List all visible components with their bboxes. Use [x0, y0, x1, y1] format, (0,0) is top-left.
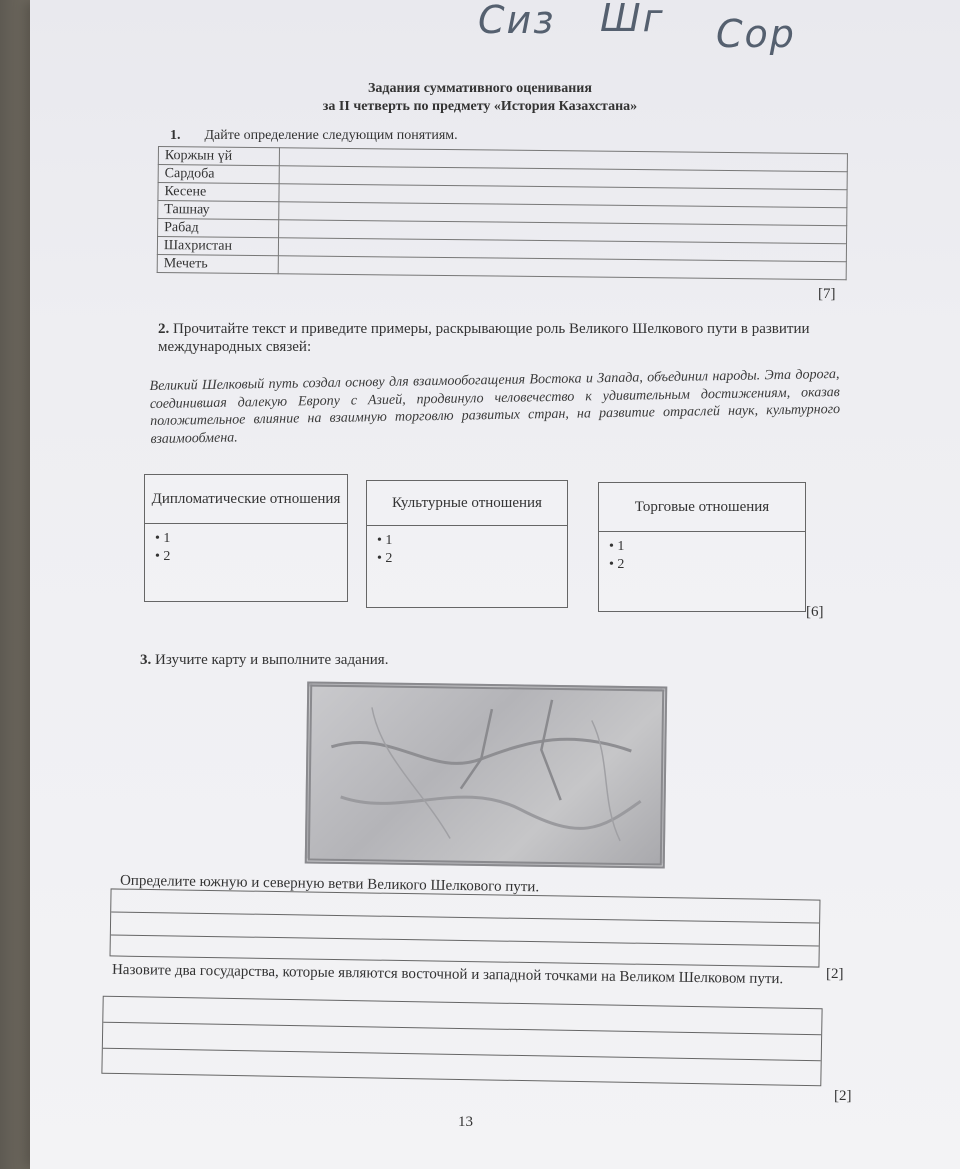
term-cell: Кесене [158, 183, 279, 202]
term-cell: Мечеть [157, 254, 278, 273]
task3-question-1: Определите южную и северную ветви Великого Шелкового пути. [119, 872, 540, 896]
list-item[interactable]: • 2 [155, 549, 171, 564]
task3-q1-score: [2] [826, 966, 844, 982]
list-item[interactable]: • 1 [609, 539, 625, 554]
handwriting-3: Сор [716, 12, 796, 56]
list-item[interactable]: • 2 [609, 557, 625, 572]
page-number: 13 [458, 1114, 473, 1130]
task1-score: [7] [818, 286, 836, 302]
task3-number: 3. [140, 652, 152, 668]
box-cultural [366, 480, 568, 608]
task2-quote: Великий Шелковый путь создал основу для взаимообогащения Востока и Запада, объединил народы. Эта дорога, соединившая далекую Европу с Азией, продвинуло человечество к удивительным достижениям, оказав положительное влияние на взаимную торговлю развитых стран, на развитие отраслей наук, культурного взаимообмена. [149, 366, 841, 447]
answer-lines-1[interactable] [110, 888, 821, 967]
map-routes-illustration [310, 687, 652, 854]
term-cell: Шахристан [157, 237, 278, 256]
term-cell: Сардоба [158, 165, 279, 184]
task1-prompt: Дайте определение следующим понятиям. [204, 128, 458, 143]
page-title [240, 80, 720, 116]
silk-road-map-image [305, 681, 668, 868]
task2-score: [6] [806, 604, 824, 620]
title-line-2: за II четверть по предмету «История Казахстана» [322, 99, 638, 114]
bullet-list [599, 538, 805, 574]
task1-heading [170, 128, 458, 144]
task3-prompt: Изучите карту и выполните задания. [155, 652, 389, 668]
task3-q2-score: [2] [834, 1088, 852, 1104]
list-item[interactable]: • 2 [377, 551, 393, 566]
box-title: Дипломатические отношения [145, 475, 347, 524]
bullet-list [145, 530, 347, 566]
box-trade [598, 482, 806, 612]
handwriting-2: Шг [600, 0, 665, 40]
bullet-list [367, 532, 567, 568]
box-title: Торговые отношения [599, 483, 805, 532]
term-cell: Рабад [158, 219, 279, 238]
list-item[interactable]: • 1 [377, 533, 393, 548]
box-diplomatic [144, 474, 348, 602]
task2-prompt: Прочитайте текст и приведите примеры, раскрывающие роль Великого Шелкового пути в развитии международных связей: [158, 321, 810, 355]
task3-heading [140, 652, 388, 669]
handwriting-1: Сиз [478, 0, 556, 42]
term-cell: Коржын үй [158, 147, 279, 166]
box-title: Культурные отношения [367, 481, 567, 526]
answer-lines-2[interactable] [101, 996, 822, 1087]
task2-heading [158, 320, 838, 356]
title-line-1: Задания суммативного оценивания [368, 81, 592, 96]
task1-number: 1. [170, 128, 181, 143]
list-item[interactable]: • 1 [155, 531, 171, 546]
definitions-table [157, 146, 848, 280]
task3-question-2: Назовите два государства, которые являются восточной и западной точками на Великом Шелковом пути. [111, 961, 784, 988]
task2-number: 2. [158, 321, 170, 337]
term-cell: Ташнау [158, 201, 279, 220]
